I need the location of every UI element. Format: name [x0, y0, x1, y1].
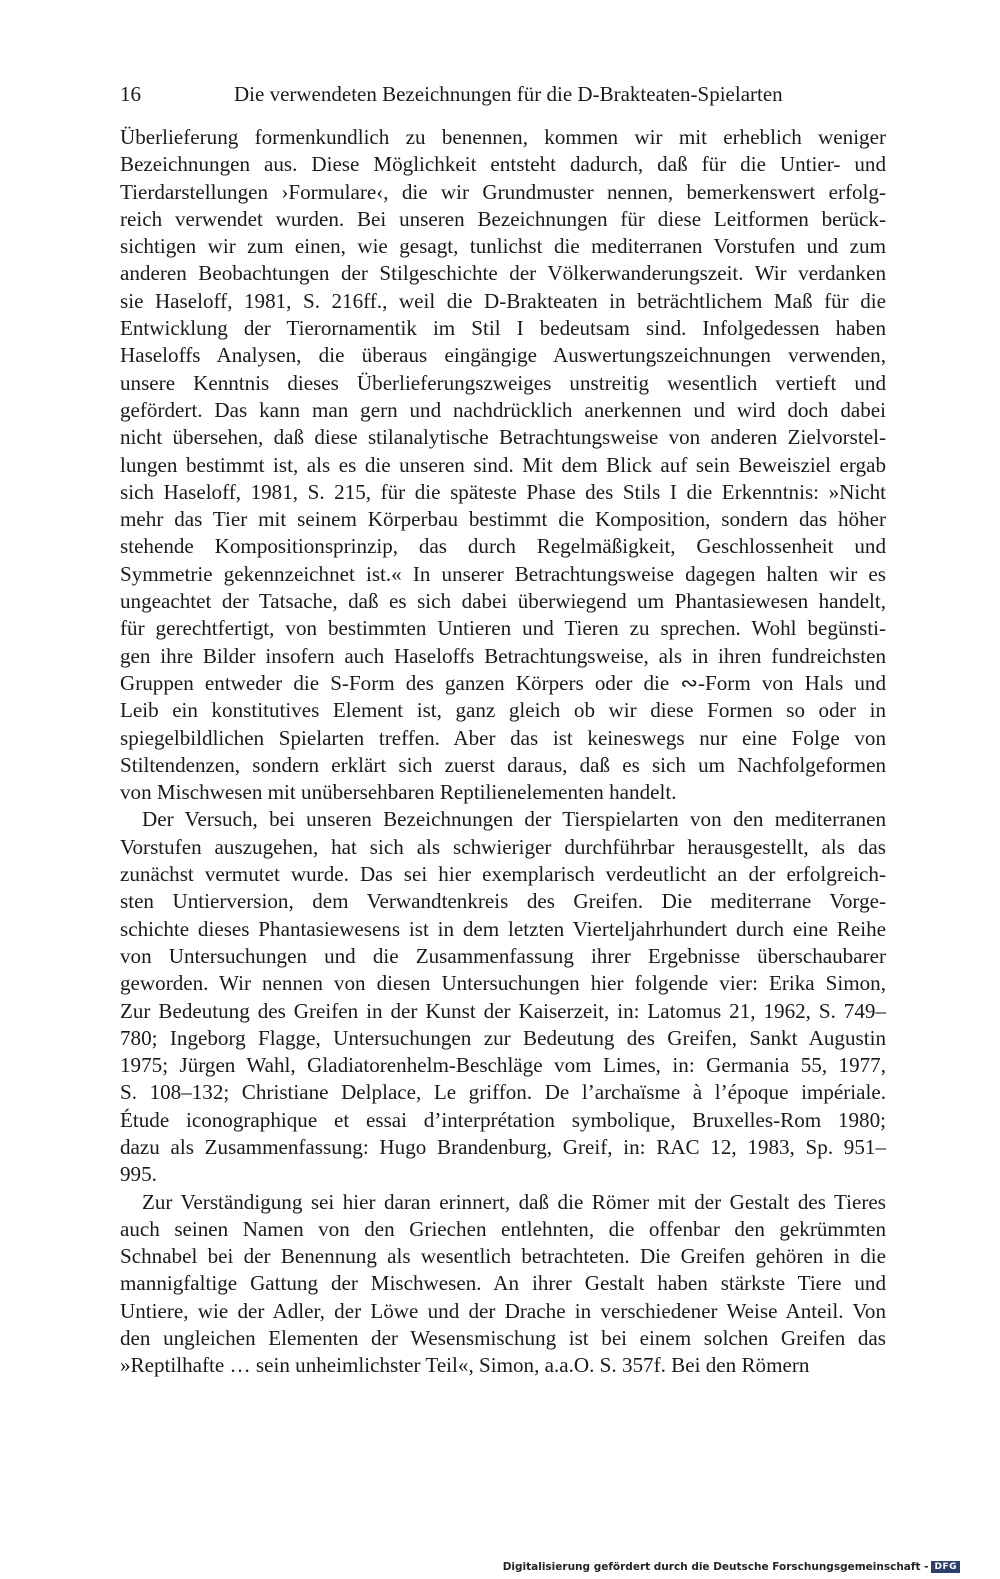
text-line: Zur Verständigung sei hier daran erinnert, daß die Römer mit der Gestalt des Tieres: [142, 1189, 886, 1214]
text-line: Der Versuch, bei unseren Bezeichnungen der Tierspielarten von den mediterranen: [142, 807, 886, 832]
text-line: Überlieferung formenkundlich zu benennen, kommen wir mit erheblich weniger: [120, 125, 886, 149]
page-number: 16: [120, 82, 141, 106]
text-line: 995.: [120, 1162, 157, 1187]
text-line: Bezeichnungen aus. Diese Möglichkeit entsteht dadurch, daß für die Untier- und: [120, 152, 886, 177]
text-line: Schnabel bei der Benennung als wesentlich betrachteten. Die Greifen gehören in die: [120, 1244, 886, 1269]
text-line: unsere Kenntnis dieses Überlieferungszweiges unstreitig wesentlich vertieft und: [120, 370, 886, 395]
text-line: Vorstufen auszugehen, hat sich als schwieriger durchführbar herausgestellt, als das: [120, 834, 886, 859]
text-line: Gruppen entweder die S-Form des ganzen Körpers oder die ∾-Form von Hals und: [120, 670, 886, 695]
text-line: Stiltendenzen, sondern erklärt sich zuerst daraus, daß es sich um Nachfolgeformen: [120, 752, 886, 777]
text-line: Leib ein konstitutives Element ist, ganz gleich ob wir diese Formen so oder in: [120, 698, 886, 723]
text-line: sich Haseloff, 1981, S. 215, für die späteste Phase des Stils I die Erkenntnis: »Nicht: [120, 479, 886, 504]
text-line: Haseloffs Analysen, die überaus eingängige Auswertungszeichnungen verwenden,: [120, 343, 886, 368]
text-line: von Untersuchungen und die Zusammenfassung ihrer Ergebnisse überschaubarer: [120, 943, 886, 968]
text-line: Untiere, wie der Adler, der Löwe und der Drache in verschiedener Weise Anteil. Von: [120, 1298, 886, 1323]
paragraph: [120, 1189, 886, 1380]
text-line: Zur Bedeutung des Greifen in der Kunst der Kaiserzeit, in: Latomus 21, 1962, S. 749–: [120, 998, 886, 1023]
text-line: gen ihre Bilder insofern auch Haseloffs Betrachtungsweise, als in ihren fundreichsten: [120, 643, 886, 668]
paragraph: [120, 124, 886, 806]
text-line: den ungleichen Elementen der Wesensmischung ist bei einem solchen Greifen das: [120, 1326, 886, 1351]
text-line: 780; Ingeborg Flagge, Untersuchungen zur Bedeutung des Greifen, Sankt Augustin: [120, 1025, 886, 1050]
text-line: Étude iconographique et essai d’interprétation symbolique, Bruxelles-Rom 1980;: [120, 1107, 886, 1132]
text-line: für gerechtfertigt, von bestimmten Untieren und Tieren zu sprechen. Wohl begünsti-: [120, 616, 886, 641]
text-line: zunächst vermutet wurde. Das sei hier exemplarisch verdeutlicht an der erfolgreich-: [120, 862, 886, 887]
text-line: gefördert. Das kann man gern und nachdrücklich anerkennen und wird doch dabei: [120, 397, 886, 422]
text-line: Tierdarstellungen ›Formulare‹, die wir Grundmuster nennen, bemerkenswert erfolg-: [120, 179, 886, 204]
text-line: von Mischwesen mit unübersehbaren Reptilienelementen handelt.: [120, 780, 677, 805]
text-line: reich verwendet wurden. Bei unseren Bezeichnungen für diese Leitformen berück-: [120, 206, 886, 231]
text-line: sten Untierversion, dem Verwandtenkreis des Greifen. Die mediterrane Vorge-: [120, 889, 886, 914]
text-line: sichtigen wir zum einen, wie gesagt, tunlichst die mediterranen Vorstufen und zum: [120, 234, 886, 259]
text-line: 1975; Jürgen Wahl, Gladiatorenhelm-Beschläge vom Limes, in: Germania 55, 1977,: [120, 1053, 886, 1078]
text-line: ungeachtet der Tatsache, daß es sich dabei überwiegend um Phantasiewesen handelt,: [120, 589, 886, 614]
text-line: spiegelbildlichen Spielarten treffen. Aber das ist keineswegs nur eine Folge von: [120, 725, 886, 750]
credit-text: Digitalisierung gefördert durch die Deutsche Forschungsgemeinschaft -: [502, 1561, 929, 1573]
text-line: mannigfaltige Gattung der Mischwesen. An ihrer Gestalt haben stärkste Tiere und: [120, 1271, 886, 1296]
running-title: Die verwendeten Bezeichnungen für die D-Brakteaten-Spielarten: [234, 82, 783, 106]
text-line: nicht übersehen, daß diese stilanalytische Betrachtungsweise von anderen Zielvorstel-: [120, 425, 886, 450]
text-line: anderen Beobachtungen der Stilgeschichte der Völkerwanderungszeit. Wir verdanken: [120, 261, 886, 286]
text-line: lungen bestimmt ist, als es die unseren sind. Mit dem Blick auf sein Beweisziel ergab: [120, 452, 886, 477]
digitization-credit: [503, 1561, 960, 1573]
text-line: geworden. Wir nennen von diesen Untersuchungen hier folgende vier: Erika Simon,: [120, 971, 886, 996]
text-line: Entwicklung der Tierornamentik im Stil I bedeutsam sind. Infolgedessen haben: [120, 316, 886, 341]
text-line: dazu als Zusammenfassung: Hugo Brandenburg, Greif, in: RAC 12, 1983, Sp. 951–: [120, 1134, 886, 1159]
body-text: [120, 124, 886, 1380]
text-line: »Reptilhafte … sein unheimlichster Teil«, Simon, a.a.O. S. 357f. Bei den Römern: [120, 1353, 810, 1378]
text-line: S. 108–132; Christiane Delplace, Le griffon. De l’archaïsme à l’époque impériale.: [120, 1080, 886, 1105]
text-line: schichte dieses Phantasiewesens ist in dem letzten Vierteljahrhundert durch eine Reihe: [120, 916, 886, 941]
text-line: sie Haseloff, 1981, S. 216ff., weil die D-Brakteaten in beträchtlichem Maß für die: [120, 288, 886, 313]
text-line: Symmetrie gekennzeichnet ist.« In unserer Betrachtungsweise dagegen halten wir es: [120, 561, 886, 586]
paragraph: [120, 806, 886, 1188]
text-line: auch seinen Namen von den Griechen entlehnten, die offenbar den gekrümmten: [120, 1216, 886, 1241]
text-line: mehr das Tier mit seinem Körperbau bestimmt die Komposition, sondern das höher: [120, 507, 886, 532]
text-line: stehende Kompositionsprinzip, das durch Regelmäßigkeit, Geschlossenheit und: [120, 534, 886, 559]
dfg-logo: DFG: [931, 1561, 960, 1573]
